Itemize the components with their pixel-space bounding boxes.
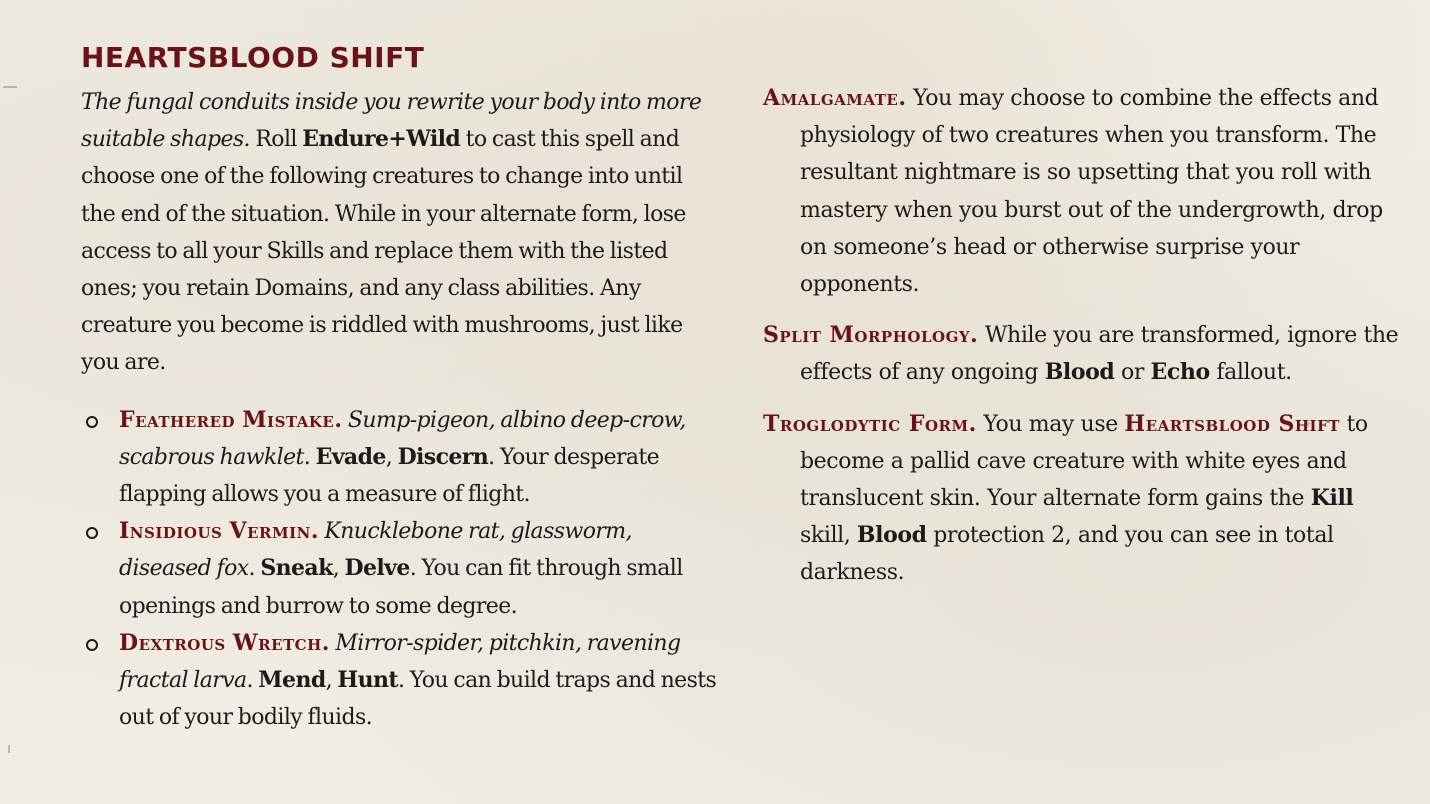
skill-name: Hunt	[337, 667, 398, 694]
list-item-dextrous-wretch: Dextrous Wretch. Mirror-spider, pitchkin, ravening fractal larva. Mend, Hunt. You can build traps and nests out of your bodily fluids.	[81, 625, 721, 737]
fallout-name: Echo	[1150, 359, 1210, 386]
creature-ability: . You can build traps and nests out of your bodily fluids.	[119, 668, 717, 731]
creature-ability: . You can fit through small openings and burrow to some degree.	[119, 556, 683, 619]
creature-forms: Knucklebone rat, glassworm, diseased fox	[119, 519, 632, 582]
creature-name: Dextrous Wretch.	[119, 629, 330, 656]
roll-stat: Endure+Wild	[302, 126, 461, 153]
right-column	[763, 80, 1403, 606]
spell-title: HEARTSBLOOD SHIFT	[81, 41, 425, 74]
skill-name: Kill	[1310, 485, 1354, 512]
skill-name: Delve	[344, 555, 410, 582]
creature-ability: . Your desperate flapping allows you a measure of flight.	[119, 444, 660, 508]
creature-name: Feathered Mistake.	[119, 406, 343, 433]
advance-name: Amalgamate.	[763, 85, 907, 111]
spell-description: The fungal conduits inside you rewrite your body into more suitable shapes. Roll Endure+Wild to cast this spell and choose one of the following creatures to change into until the end of the situation. While in your alternate form, lose access to all your Skills and replace them with the listed ones; you retain Domains, and any class abilities. Any creature you become is riddled with mushrooms, just like you are.	[81, 90, 702, 376]
left-column	[81, 40, 721, 736]
paper-speck	[3, 86, 17, 88]
advance-name: Split Morphology.	[763, 322, 979, 349]
skill-name: Evade	[315, 443, 386, 470]
circle-bullet-icon	[86, 527, 98, 539]
advance-troglodytic-form: Troglodytic Form. You may use Heartsblood Shift to become a pallid cave creature with white eyes and translucent skin. Your alternate form gains the Kill skill, Blood protection 2, and you can see in total darkness.	[763, 410, 1368, 586]
list-item-feathered-mistake: Feathered Mistake. Sump-pigeon, albino deep-crow, scabrous hawklet. Evade, Discern. Your desperate flapping allows you a measure of flight.	[81, 402, 721, 514]
skill-name: Sneak	[260, 555, 333, 582]
advance-name: Troglodytic Form.	[763, 410, 977, 437]
fallout-name: Blood	[856, 522, 927, 549]
circle-bullet-icon	[86, 416, 98, 428]
creature-forms: Mirror-spider, pitchkin, ravening fractal larva	[119, 630, 681, 694]
flavor-text: The fungal conduits inside you rewrite your body into more suitable shapes.	[81, 90, 702, 153]
advance-amalgamate	[763, 80, 1403, 303]
paper-speck	[8, 745, 10, 753]
skill-name: Discern	[397, 443, 489, 470]
circle-bullet-icon	[86, 639, 98, 651]
list-item-insidious-vermin: Insidious Vermin. Knucklebone rat, glassworm, diseased fox. Sneak, Delve. You can fit through small openings and burrow to some degree.	[81, 513, 721, 625]
advance-text: You may choose to combine the effects and physiology of two creatures when you transform. The resultant nightmare is so upsetting that you roll with mastery when you burst out of the undergrowth, drop on someone’s head or otherwise surprise your opponents.	[800, 86, 1383, 298]
spell-reference: Heartsblood Shift	[1124, 410, 1340, 437]
skill-name: Mend	[258, 667, 326, 694]
creature-forms: Sump-pigeon, albino deep-crow, scabrous hawklet	[119, 407, 686, 470]
fallout-name: Blood	[1044, 359, 1115, 386]
advance-split-morphology: Split Morphology. While you are transformed, ignore the effects of any ongoing Blood or Echo fallout.	[763, 322, 1399, 386]
creature-name: Insidious Vermin.	[119, 518, 319, 545]
creature-list	[81, 402, 721, 737]
